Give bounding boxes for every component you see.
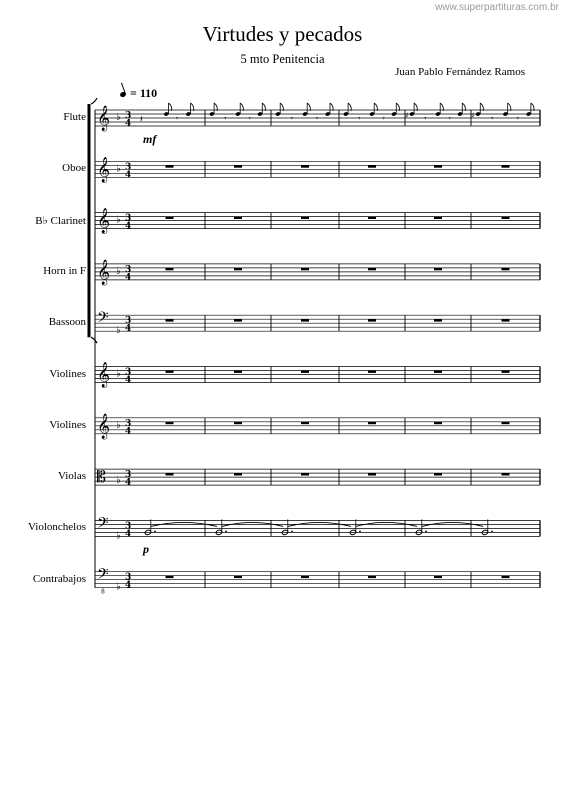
whole-rest <box>368 319 376 321</box>
time-signature-bottom: 4 <box>125 529 132 540</box>
whole-rest <box>502 268 510 270</box>
whole-rest <box>368 576 376 578</box>
alto-clef-icon: 𝄡 <box>97 467 106 487</box>
octave-below-mark: 8 <box>101 588 105 596</box>
time-signature-bottom: 4 <box>125 580 132 591</box>
flat-sign-icon: ♭ <box>116 325 121 337</box>
bass-clef-icon: 𝄢 <box>97 514 109 536</box>
instrument-label: B♭ Clarinet <box>35 214 86 227</box>
whole-rest <box>502 217 510 219</box>
eighth-rest-icon: 𝄾 <box>176 114 179 123</box>
flat-sign-icon: ♭ <box>116 265 121 277</box>
whole-rest <box>301 319 309 321</box>
treble-clef-icon: 𝄞 <box>97 208 111 234</box>
whole-rest <box>234 319 242 321</box>
whole-rest <box>301 371 309 373</box>
whole-rest <box>166 217 174 219</box>
composer-name: Juan Pablo Fernández Ramos <box>395 66 525 78</box>
time-signature-bottom: 4 <box>125 272 132 283</box>
whole-rest <box>301 268 309 270</box>
whole-rest <box>166 319 174 321</box>
quarter-rest-icon: 𝄽 <box>140 115 143 125</box>
whole-rest <box>368 422 376 424</box>
instrument-label: Violas <box>57 470 86 483</box>
whole-rest <box>434 473 442 475</box>
tempo-value: = 110 <box>130 86 158 100</box>
eighth-rest-icon: 𝄾 <box>382 114 385 123</box>
whole-rest <box>434 268 442 270</box>
score-title: Virtudes y pecados <box>202 22 363 46</box>
eighth-rest-icon: 𝄾 <box>424 114 427 123</box>
whole-rest <box>368 217 376 219</box>
instrument-label: Violines <box>49 418 86 431</box>
whole-rest <box>234 473 242 475</box>
time-signature-top: 3 <box>125 316 132 327</box>
whole-rest <box>301 165 309 167</box>
treble-clef-icon: 𝄞 <box>97 362 111 388</box>
treble-clef-icon: 𝄞 <box>97 259 111 285</box>
dynamic-marking: mf <box>143 132 157 146</box>
whole-rest <box>234 422 242 424</box>
eighth-rest-icon: 𝄾 <box>290 114 293 123</box>
score-subtitle: 5 mto Penitencia <box>240 52 325 66</box>
whole-rest <box>234 576 242 578</box>
augmentation-dot <box>425 531 427 533</box>
instrument-label: Violines <box>49 367 86 380</box>
whole-rest <box>301 576 309 578</box>
eighth-rest-icon: 𝄾 <box>491 114 494 123</box>
time-signature-top: 3 <box>125 470 132 481</box>
whole-rest <box>434 165 442 167</box>
whole-rest <box>502 165 510 167</box>
instrument-label: Bassoon <box>48 316 86 329</box>
whole-rest <box>301 422 309 424</box>
time-signature-bottom: 4 <box>125 375 132 386</box>
watermark: www.superpartituras.com.br <box>435 2 559 13</box>
whole-rest <box>166 422 174 424</box>
whole-rest <box>434 422 442 424</box>
augmentation-dot <box>359 531 361 533</box>
whole-rest <box>301 217 309 219</box>
dynamic-marking: p <box>143 542 149 557</box>
time-signature-top: 3 <box>125 162 132 173</box>
time-signature-top: 3 <box>125 264 132 275</box>
time-signature-top: 3 <box>125 213 132 224</box>
time-signature-bottom: 4 <box>125 119 132 129</box>
flat-sign-icon: ♭ <box>116 530 121 542</box>
whole-rest <box>234 165 242 167</box>
whole-rest <box>434 319 442 321</box>
bracket-bottom-hook <box>91 337 97 343</box>
whole-rest <box>434 217 442 219</box>
flat-sign-icon: ♭ <box>116 419 121 431</box>
flat-sign-icon: ♭ <box>116 112 121 123</box>
treble-clef-icon: 𝄞 <box>97 106 111 131</box>
instrument-label: Violonchelos <box>28 521 86 534</box>
time-signature-top: 3 <box>125 572 132 583</box>
whole-rest <box>502 371 510 373</box>
augmentation-dot <box>225 531 227 533</box>
whole-rest <box>166 165 174 167</box>
time-signature-bottom: 4 <box>125 478 132 489</box>
whole-rest <box>166 473 174 475</box>
eighth-rest-icon: 𝄾 <box>316 114 319 123</box>
eighth-rest-icon: 𝄾 <box>224 114 227 123</box>
sharp-sign-icon: ♯ <box>404 111 409 120</box>
time-signature-bottom: 4 <box>125 324 132 335</box>
whole-rest <box>234 268 242 270</box>
whole-rest <box>368 371 376 373</box>
flat-sign-icon: ♭ <box>116 163 121 175</box>
time-signature-top: 3 <box>125 367 132 378</box>
whole-rest <box>234 371 242 373</box>
whole-rest <box>368 165 376 167</box>
flat-sign-icon: ♭ <box>116 214 121 226</box>
time-signature-bottom: 4 <box>125 221 132 232</box>
eighth-rest-icon: 𝄾 <box>248 114 251 123</box>
time-signature-top: 3 <box>125 521 132 532</box>
flat-sign-icon: ♭ <box>116 368 121 380</box>
whole-rest <box>434 576 442 578</box>
augmentation-dot <box>154 531 156 533</box>
time-signature-top: 3 <box>125 418 132 429</box>
instrument-label: Horn in F <box>43 264 86 277</box>
time-signature-top: 3 <box>125 111 132 121</box>
bass-clef-icon: 𝄢 <box>97 309 109 331</box>
flat-sign-icon: ♭ <box>116 475 121 487</box>
whole-rest <box>368 473 376 475</box>
sharp-sign-icon: ♯ <box>471 111 475 120</box>
whole-rest <box>502 319 510 321</box>
eighth-rest-icon: 𝄾 <box>358 114 361 123</box>
time-signature-bottom: 4 <box>125 170 132 181</box>
whole-rest <box>502 576 510 578</box>
whole-rest <box>166 576 174 578</box>
instrument-label: Oboe <box>62 162 86 175</box>
eighth-rest-icon: 𝄾 <box>448 114 451 123</box>
whole-rest <box>368 268 376 270</box>
flat-sign-icon: ♭ <box>116 581 121 593</box>
whole-rest <box>301 473 309 475</box>
whole-rest <box>234 217 242 219</box>
whole-rest <box>166 371 174 373</box>
instrument-label: Contrabajos <box>32 572 86 585</box>
whole-rest <box>434 371 442 373</box>
time-signature-bottom: 4 <box>125 426 132 437</box>
whole-rest <box>502 422 510 424</box>
whole-rest <box>166 268 174 270</box>
whole-rest <box>502 473 510 475</box>
treble-clef-icon: 𝄞 <box>97 413 111 439</box>
treble-clef-icon: 𝄞 <box>97 157 111 183</box>
augmentation-dot <box>491 531 493 533</box>
bass-clef-icon: 𝄢 <box>97 565 109 587</box>
eighth-rest-icon: 𝄾 <box>516 114 519 123</box>
augmentation-dot <box>291 531 293 533</box>
instrument-label: Flute <box>63 111 86 123</box>
bracket-top-hook <box>91 98 97 104</box>
